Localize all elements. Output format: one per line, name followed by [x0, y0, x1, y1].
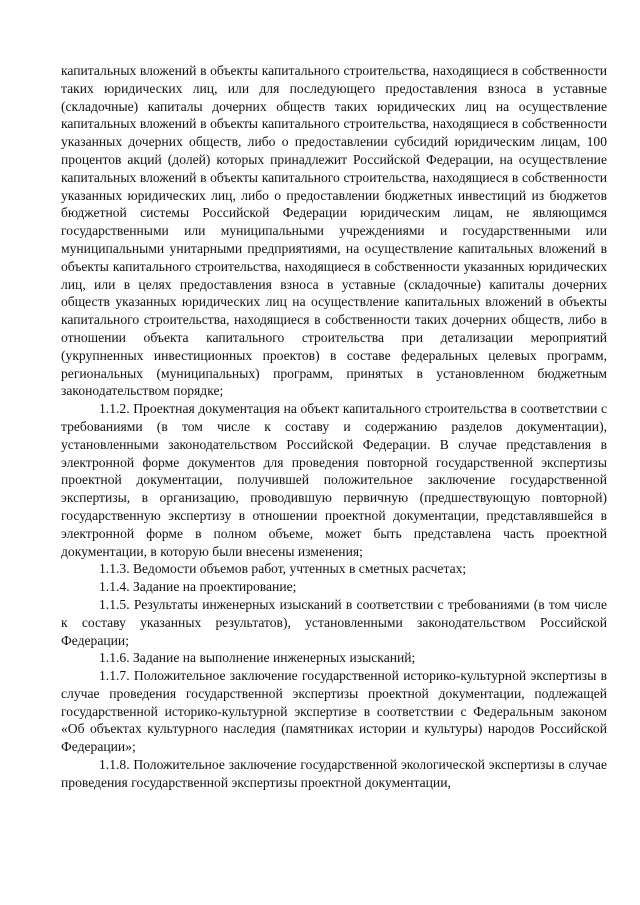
paragraph-1-1-8-ecological-expertise: 1.1.8. Положительное заключение государственной экологической экспертизы в случае проведения государственной экспертизы проектной документации,: [61, 757, 607, 790]
paragraph-1-1-6-survey-assignment: 1.1.6. Задание на выполнение инженерных изысканий;: [99, 650, 416, 666]
document-body: [61, 62, 607, 792]
paragraph-1-1-4-design-assignment: 1.1.4. Задание на проектирование;: [99, 579, 297, 595]
paragraph-1-1-2-project-documentation: 1.1.2. Проектная документация на объект капитального строительства в соответствии с требованиями (в том числе к составу и содержанию разделов документации), установленными законодательством Российской Федерации. В случае представления в электронной форме документов для проведения повторной государственной экспертизы проектной документации, получившей положительное заключение государственной экспертизы, в организацию, проводившую первичную (предшествующую повторной) государственную экспертизу в отношении проектной документации, представлявшейся в электронной форме в полном объеме, может быть представлена часть проектной документации, в которую были внесены изменения;: [61, 401, 607, 559]
paragraph-1-1-5-engineering-survey-results: 1.1.5. Результаты инженерных изысканий в соответствии с требованиями (в том числе к составу указанных результатов), установленными законодательством Российской Федерации;: [61, 596, 607, 648]
paragraph-1-1-3-work-volume-statements: 1.1.3. Ведомости объемов работ, учтенных в сметных расчетах;: [99, 561, 467, 577]
paragraph-1-1-7-historical-cultural-expertise: 1.1.7. Положительное заключение государственной историко-культурной экспертизы в случае проведения государственной экспертизы проектной документации, подлежащей государственной историко-культурной экспертизе в соответствии с Федеральным законом «Об объектах культурного наследия (памятниках истории и культуры) народов Российской Федерации»;: [61, 668, 607, 755]
paragraph-capital-investments-continuation: капитальных вложений в объекты капитального строительства, находящиеся в собственности таких юридических лиц, или для последующего предоставления взноса в уставные (складочные) капиталы дочерних обществ таких юридических лиц на осуществление капитальных вложений в объекты капитального строительства, находящиеся в собственности указанных дочерних обществ, либо о предоставлении субсидий юридическим лицам, 100 процентов акций (долей) которых принадлежит Российской Федерации, на осуществление капитальных вложений в объекты капитального строительства, находящиеся в собственности указанных юридических лиц, либо о предоставлении бюджетных инвестиций из бюджетов бюджетной системы Российской Федерации юридическим лицам, не являющимся государственными или муниципальными учреждениями и государственными или муниципальными унитарными предприятиями, на осуществление капитальных вложений в объекты капитального строительства, находящиеся в собственности указанных юридических лиц, или в целях предоставления взноса в уставные (складочные) капиталы дочерних обществ указанных юридических лиц на осуществление капитальных вложений в объекты капитального строительства, находящиеся в собственности таких дочерних обществ, либо в отношении объекта капитального строительства при детализации мероприятий (укрупненных инвестиционных проектов) в составе федеральных целевых программ, региональных (муниципальных) программ, принятых в установленном бюджетным законодательством порядке;: [61, 63, 607, 399]
